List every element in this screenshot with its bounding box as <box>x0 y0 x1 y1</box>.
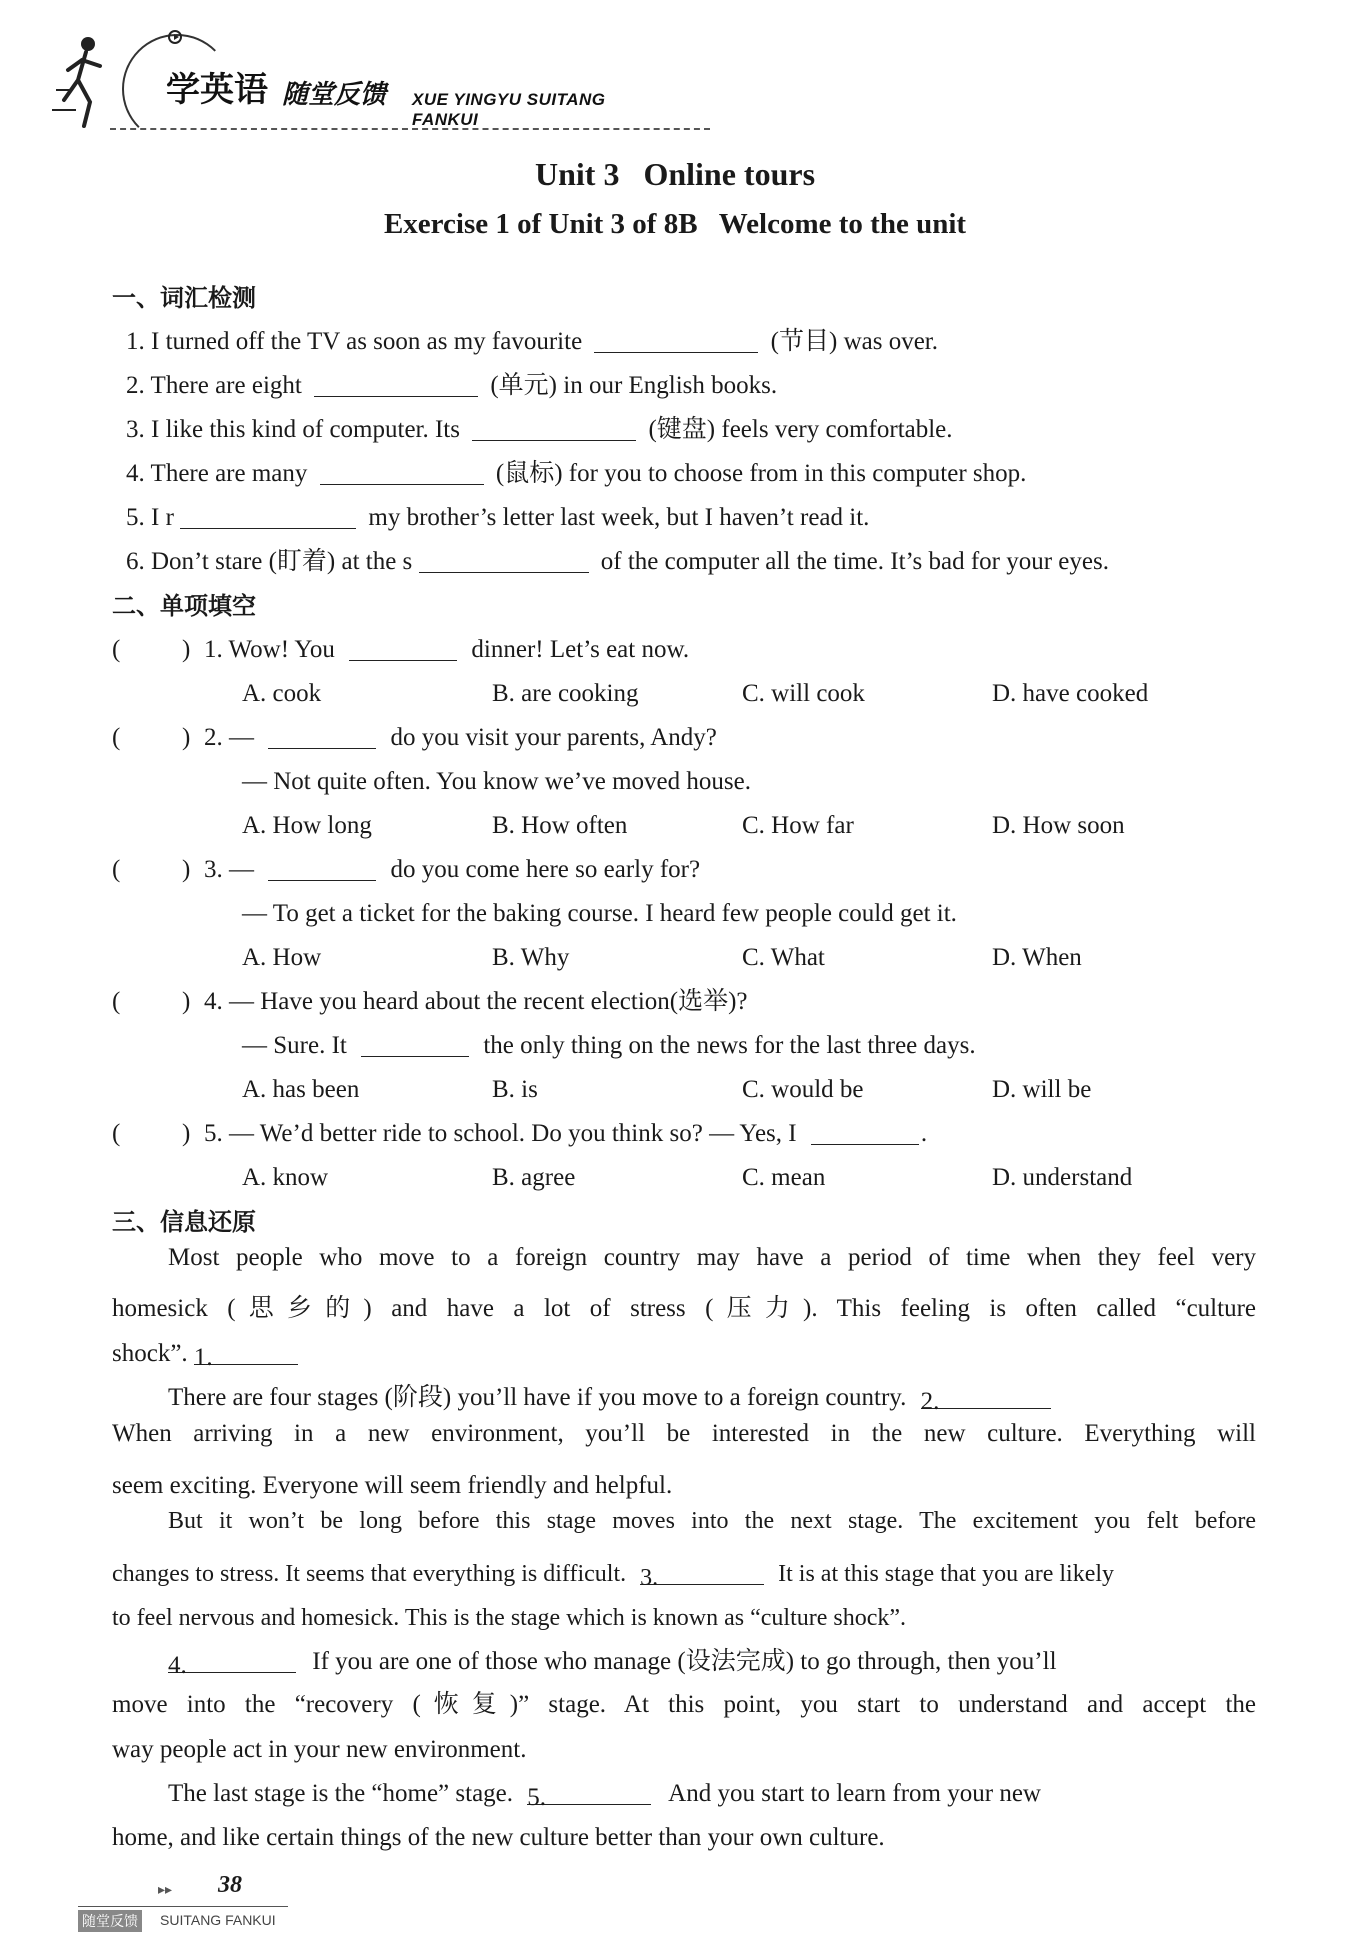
passage-line: But it won’t be long before this stage moves into the next stage. The excitement you felt before <box>168 1508 1256 1534</box>
vocab-hint: (键盘) feels very comfortable. <box>648 416 953 443</box>
answer-bracket-open[interactable]: ( <box>112 1120 121 1147</box>
options-row <box>112 1156 1256 1200</box>
vocab-prompt: 2. There are eight <box>126 372 302 399</box>
answer-blank-3[interactable]: 3. <box>640 1556 764 1585</box>
passage-line: The last stage is the “home” stage. 5. And you start to learn from your new <box>112 1772 1256 1816</box>
option-a[interactable]: A. has been <box>242 1076 360 1103</box>
question-text: 1. Wow! You <box>204 636 335 663</box>
answer-bracket-close: ) <box>182 1120 191 1147</box>
option-b[interactable]: B. is <box>492 1076 538 1103</box>
vocab-item <box>112 540 1256 584</box>
option-c[interactable]: C. would be <box>742 1076 864 1103</box>
options-row <box>112 1068 1256 1112</box>
runner-figure-icon <box>50 30 120 140</box>
passage-line: There are four stages (阶段) you’ll have if you move to a foreign country. 2. <box>112 1376 1256 1420</box>
question-row <box>112 628 1256 672</box>
vocab-prompt: 3. I like this kind of computer. Its <box>126 416 460 443</box>
passage-line: 4. If you are one of those who manage (设法完成) to go through, then you’ll <box>112 1640 1256 1684</box>
vocab-hint: my brother’s letter last week, but I haven’t read it. <box>368 504 870 531</box>
answer-blank-5[interactable]: 5. <box>527 1776 651 1805</box>
footer-tag-en: SUITANG FANKUI <box>160 1912 276 1928</box>
option-c[interactable]: C. How far <box>742 812 854 839</box>
question-text: 4. — Have you heard about the recent election(选举)? <box>204 988 748 1015</box>
page-footer <box>78 1872 298 1932</box>
vocab-prompt: 5. I r <box>126 504 174 531</box>
option-d[interactable]: D. understand <box>992 1164 1133 1191</box>
option-d[interactable]: D. will be <box>992 1076 1092 1103</box>
vocab-item <box>112 320 1256 364</box>
answer-blank[interactable] <box>180 500 356 529</box>
option-b[interactable]: B. are cooking <box>492 680 639 707</box>
passage-line: changes to stress. It seems that everything is difficult. 3. It is at this stage that you are likely <box>112 1552 1256 1596</box>
question-continuation: — Not quite often. You know we’ve moved house. <box>242 768 751 795</box>
option-a[interactable]: A. cook <box>242 680 322 707</box>
question-row <box>112 1112 1256 1156</box>
option-a[interactable]: A. How long <box>242 812 372 839</box>
question-text: 3. — <box>204 856 254 883</box>
header-title: 学英语 <box>166 70 268 110</box>
question-row <box>112 848 1256 892</box>
vocab-prompt: 1. I turned off the TV as soon as my favourite <box>126 328 583 355</box>
passage-line: homesick (思乡的) and have a lot of stress (压力). This feeling is often called “culture <box>112 1295 1256 1322</box>
worksheet-content <box>112 276 1256 1860</box>
section-reading-heading: 三、信息还原 <box>112 1208 256 1236</box>
question-row <box>112 980 1256 1024</box>
question-continuation: — To get a ticket for the baking course. I heard few people could get it. <box>242 900 957 927</box>
header-divider <box>110 128 710 130</box>
question-row <box>112 716 1256 760</box>
play-icon <box>168 30 182 44</box>
option-d[interactable]: D. have cooked <box>992 680 1149 707</box>
footer-rule <box>78 1906 288 1907</box>
page-header <box>50 22 670 132</box>
passage-line: move into the “recovery (恢复)” stage. At this point, you start to understand and accept the <box>112 1691 1256 1718</box>
question-text: 5. — We’d better ride to school. Do you think so? — Yes, I <box>204 1120 797 1147</box>
section-multiple-choice-heading: 二、单项填空 <box>112 592 256 620</box>
vocab-hint: (节目) was over. <box>770 328 938 355</box>
passage-line: home, and like certain things of the new culture better than your own culture. <box>112 1824 885 1851</box>
passage-line: Most people who move to a foreign country may have a period of time when they feel very <box>168 1244 1256 1271</box>
answer-bracket-open[interactable]: ( <box>112 636 121 663</box>
answer-bracket-close: ) <box>182 724 191 751</box>
answer-blank-2[interactable]: 2. <box>921 1380 1051 1409</box>
option-a[interactable]: A. know <box>242 1164 329 1191</box>
answer-blank[interactable] <box>472 412 636 441</box>
question-text-tail: do you visit your parents, Andy? <box>390 724 717 751</box>
option-b[interactable]: B. Why <box>492 944 570 971</box>
answer-blank[interactable] <box>361 1028 469 1057</box>
passage-line: When arriving in a new environment, you’ll be interested in the new culture. Everything will <box>112 1420 1256 1447</box>
vocab-prompt: 4. There are many <box>126 460 308 487</box>
answer-blank[interactable] <box>594 324 758 353</box>
vocab-hint: of the computer all the time. It’s bad for your eyes. <box>600 548 1109 575</box>
answer-blank[interactable] <box>314 368 478 397</box>
answer-blank[interactable] <box>419 544 589 573</box>
option-a[interactable]: A. How <box>242 944 322 971</box>
option-d[interactable]: D. When <box>992 944 1082 971</box>
option-d[interactable]: D. How soon <box>992 812 1125 839</box>
vocab-hint: (鼠标) for you to choose from in this computer shop. <box>495 460 1027 487</box>
option-c[interactable]: C. mean <box>742 1164 826 1191</box>
header-subtitle-cn: 随堂反馈 <box>282 80 387 110</box>
answer-bracket-close: ) <box>182 856 191 883</box>
answer-blank-1[interactable]: 1. <box>194 1336 298 1365</box>
passage-line: way people act in your new environment. <box>112 1736 527 1763</box>
question-text-tail: . <box>920 1120 928 1147</box>
unit-title: Unit 3 Online tours <box>534 156 816 192</box>
options-row <box>112 672 1256 716</box>
passage-line: to feel nervous and homesick. This is the stage which is known as “culture shock”. <box>112 1605 907 1631</box>
answer-blank[interactable] <box>320 456 484 485</box>
answer-blank[interactable] <box>349 632 457 661</box>
vocab-item <box>112 408 1256 452</box>
options-row <box>112 936 1256 980</box>
question-text-tail: do you come here so early for? <box>390 856 701 883</box>
passage-line: seem exciting. Everyone will seem friendly and helpful. <box>112 1472 673 1499</box>
answer-bracket-open[interactable]: ( <box>112 988 121 1015</box>
options-row <box>112 804 1256 848</box>
section-vocabulary-heading: 一、词汇检测 <box>112 284 256 312</box>
reading-passage <box>112 1244 1256 1860</box>
option-c[interactable]: C. What <box>742 944 825 971</box>
question-text-tail: dinner! Let’s eat now. <box>471 636 690 663</box>
vocab-item <box>112 364 1256 408</box>
vocab-hint: (单元) in our English books. <box>490 372 778 399</box>
passage-line: shock”. 1. <box>112 1332 1256 1376</box>
vocab-item <box>112 496 1256 540</box>
answer-bracket-open[interactable]: ( <box>112 724 121 751</box>
answer-blank[interactable] <box>268 852 376 881</box>
double-arrow-icon: ▸▸ <box>158 1883 173 1898</box>
page-number: 38 <box>218 1872 242 1898</box>
question-text: 2. — <box>204 724 254 751</box>
vocab-item <box>112 452 1256 496</box>
header-subtitle-en: XUE YINGYU SUITANG FANKUI <box>412 90 606 129</box>
footer-tag-cn: 随堂反馈 <box>78 1910 142 1932</box>
option-b[interactable]: B. agree <box>492 1164 576 1191</box>
answer-blank[interactable] <box>268 720 376 749</box>
vocab-prompt: 6. Don’t stare (盯着) at the s <box>126 548 413 575</box>
exercise-title: Exercise 1 of Unit 3 of 8B Welcome to the unit <box>383 208 967 240</box>
option-c[interactable]: C. will cook <box>742 680 865 707</box>
option-b[interactable]: B. How often <box>492 812 628 839</box>
answer-bracket-close: ) <box>182 988 191 1015</box>
question-continuation: — Sure. It the only thing on the news for the last three days. <box>112 1024 1256 1068</box>
answer-bracket-close: ) <box>182 636 191 663</box>
answer-blank-4[interactable]: 4. <box>168 1644 296 1673</box>
answer-bracket-open[interactable]: ( <box>112 856 121 883</box>
answer-blank[interactable] <box>811 1116 919 1145</box>
